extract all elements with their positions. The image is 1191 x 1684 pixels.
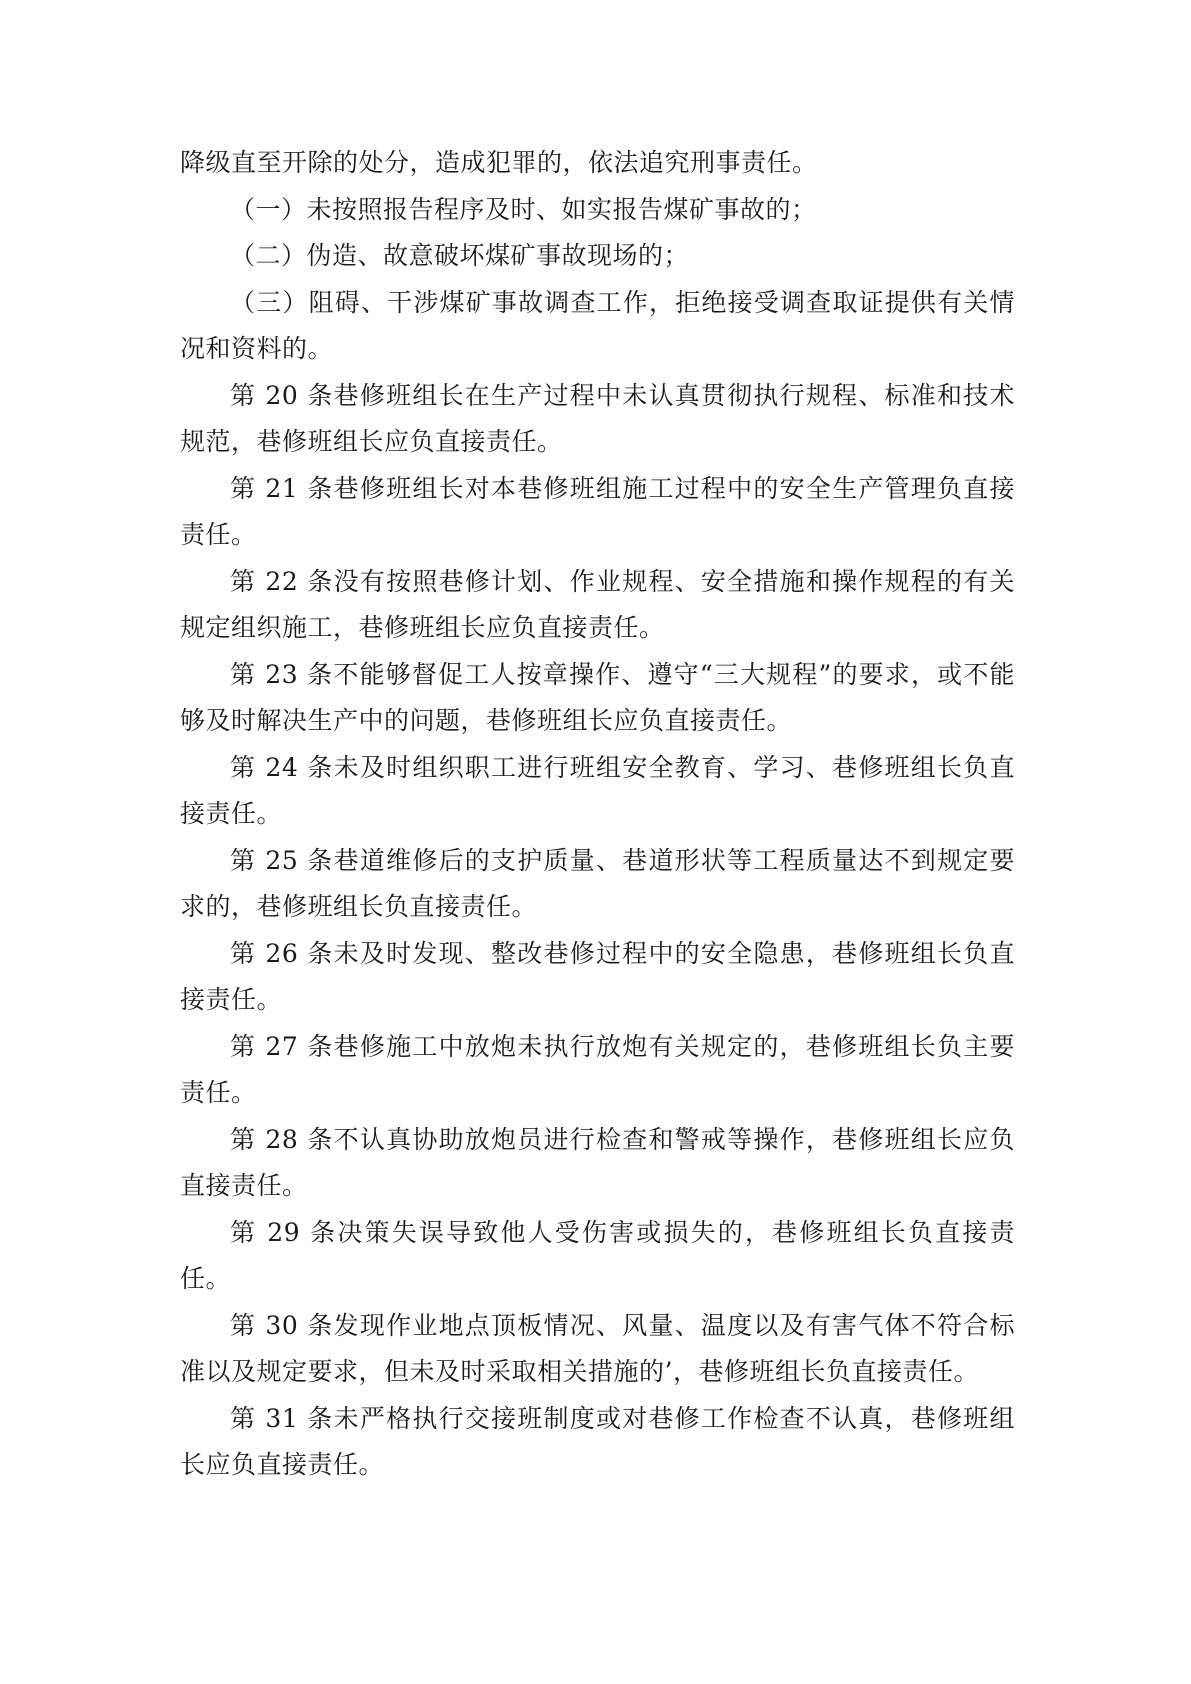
article-28: 第 28 条不认真协助放炮员进行检查和警戒等操作，巷修班组长应负直接责任。 xyxy=(180,1124,1015,1200)
article-30: 第 30 条发现作业地点顶板情况、风量、温度以及有害气体不符合标准以及规定要求，但未及时采取相关措施的’，巷修班组长负直接责任。 xyxy=(180,1310,1015,1386)
document-body xyxy=(180,140,1015,1489)
article-26: 第 26 条未及时发现、整改巷修过程中的安全隐患，巷修班组长负直接责任。 xyxy=(180,938,1015,1014)
clause-item-1: （一）未按照报告程序及时、如实报告煤矿事故的； xyxy=(230,194,817,224)
clause-item-2: （二）伪造、故意破坏煤矿事故现场的； xyxy=(230,241,690,270)
article-31: 第 31 条未严格执行交接班制度或对巷修工作检查不认真，巷修班组长应负直接责任。 xyxy=(180,1403,1015,1479)
article-22: 第 22 条没有按照巷修计划、作业规程、安全措施和操作规程的有关规定组织施工，巷修班组长应负直接责任。 xyxy=(180,566,1015,642)
clause-item-3: （三）阻碍、干涉煤矿事故调查工作，拒绝接受调查取证提供有关情况和资料的。 xyxy=(180,287,1015,363)
article-29: 第 29 条决策失误导致他人受伤害或损失的，巷修班组长负直接责任。 xyxy=(180,1217,1015,1293)
article-24: 第 24 条未及时组织职工进行班组安全教育、学习、巷修班组长负直接责任。 xyxy=(180,752,1015,828)
article-25: 第 25 条巷道维修后的支护质量、巷道形状等工程质量达不到规定要求的，巷修班组长负直接责任。 xyxy=(180,845,1015,921)
article-20: 第 20 条巷修班组长在生产过程中未认真贯彻执行规程、标准和技术规范，巷修班组长应负直接责任。 xyxy=(180,380,1015,456)
article-21: 第 21 条巷修班组长对本巷修班组施工过程中的安全生产管理负直接责任。 xyxy=(180,473,1015,549)
article-27: 第 27 条巷修施工中放炮未执行放炮有关规定的，巷修班组长负主要责任。 xyxy=(180,1031,1015,1107)
article-23: 第 23 条不能够督促工人按章操作、遵守“三大规程”的要求，或不能够及时解决生产中的问题，巷修班组长应负直接责任。 xyxy=(180,659,1015,735)
paragraph-continuation: 降级直至开除的处分，造成犯罪的，依法追究刑事责任。 xyxy=(180,148,818,177)
